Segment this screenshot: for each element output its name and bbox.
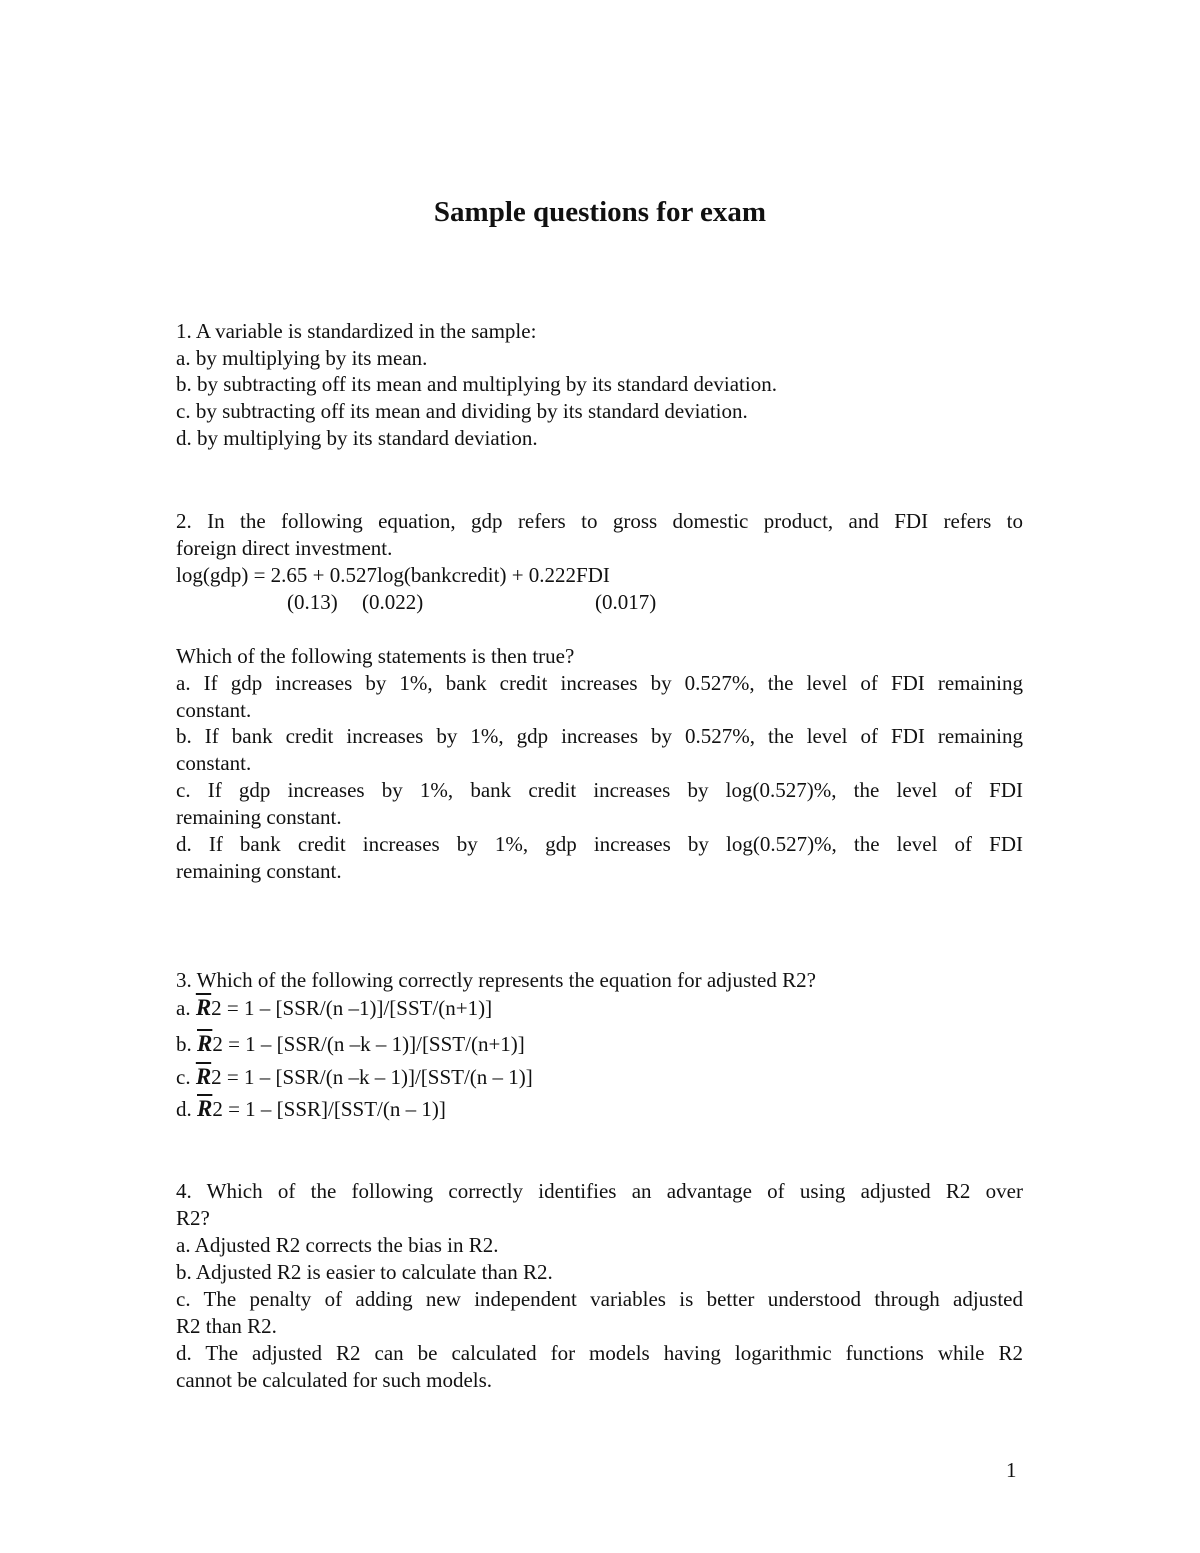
question-2-option-d-line-1: d. If bank credit increases by 1%, gdp increases by log(0.527)%, the level of FDI xyxy=(176,832,1023,856)
question-4-option-d-line-1: d. The adjusted R2 can be calculated for models having logarithmic functions while R2 xyxy=(176,1341,1023,1365)
r-bar-symbol: $\overline{R}$ xyxy=(195,995,212,1020)
question-3-stem: 3. Which of the following correctly represents the equation for adjusted R2? xyxy=(176,968,816,992)
question-4-option-c-line-1: c. The penalty of adding new independent variables is better understood through adjusted xyxy=(176,1287,1023,1311)
option-formula: 2 = 1 – [SSR/(n –k – 1)]/[SST/(n – 1)] xyxy=(211,1065,533,1089)
question-3-option-a xyxy=(176,995,492,1021)
page-number: 1 xyxy=(1006,1458,1017,1482)
question-2-option-b-line-1: b. If bank credit increases by 1%, gdp increases by 0.527%, the level of FDI remaining xyxy=(176,724,1023,748)
option-letter: b. xyxy=(176,1032,197,1056)
question-3-option-d xyxy=(176,1096,446,1122)
question-3-option-b xyxy=(176,1031,525,1057)
question-4-option-b: b. Adjusted R2 is easier to calculate than R2. xyxy=(176,1260,553,1284)
question-1-stem: 1. A variable is standardized in the sample: xyxy=(176,319,537,343)
question-2-stem-line-1: 2. In the following equation, gdp refers to gross domestic product, and FDI refers to xyxy=(176,509,1023,533)
question-4-stem-line-1: 4. Which of the following correctly identifies an advantage of using adjusted R2 over xyxy=(176,1179,1023,1203)
question-1-option-a: a. by multiplying by its mean. xyxy=(176,346,428,370)
question-2-option-a-line-1: a. If gdp increases by 1%, bank credit increases by 0.527%, the level of FDI remaining xyxy=(176,671,1023,695)
question-4-stem-line-2: R2? xyxy=(176,1206,210,1230)
r-bar-symbol: $\overline{R}$ xyxy=(195,1064,212,1089)
option-formula: 2 = 1 – [SSR/(n –k – 1)]/[SST/(n+1)] xyxy=(212,1032,525,1056)
page-title: Sample questions for exam xyxy=(433,196,767,228)
question-2-option-c-line-1: c. If gdp increases by 1%, bank credit increases by log(0.527)%, the level of FDI xyxy=(176,778,1023,802)
question-1-option-b: b. by subtracting off its mean and multiplying by its standard deviation. xyxy=(176,372,777,396)
question-2-option-c-line-2: remaining constant. xyxy=(176,805,342,829)
question-2-std-error-2: (0.022) xyxy=(362,590,424,614)
question-2-std-error-3: (0.017) xyxy=(595,590,657,614)
option-letter: a. xyxy=(176,996,196,1020)
option-formula: 2 = 1 – [SSR]/[SST/(n – 1)] xyxy=(212,1097,446,1121)
option-formula: 2 = 1 – [SSR/(n –1)]/[SST/(n+1)] xyxy=(211,996,493,1020)
r-bar-symbol: $\overline{R}$ xyxy=(197,1096,213,1121)
question-2-stem-line-2: foreign direct investment. xyxy=(176,536,393,560)
option-letter: d. xyxy=(176,1097,197,1121)
question-4-option-c-line-2: R2 than R2. xyxy=(176,1314,277,1338)
question-2-option-a-line-2: constant. xyxy=(176,698,252,722)
question-2-question: Which of the following statements is then true? xyxy=(176,644,575,668)
question-2-option-d-line-2: remaining constant. xyxy=(176,859,342,883)
question-1-option-d: d. by multiplying by its standard deviation. xyxy=(176,426,538,450)
question-4-option-d-line-2: cannot be calculated for such models. xyxy=(176,1368,493,1392)
question-2-std-error-1: (0.13) xyxy=(287,590,338,614)
question-4-option-a: a. Adjusted R2 corrects the bias in R2. xyxy=(176,1233,499,1257)
option-letter: c. xyxy=(176,1065,196,1089)
r-bar-symbol: $\overline{R}$ xyxy=(197,1031,213,1056)
question-2-equation: log(gdp) = 2.65 + 0.527log(bankcredit) + 0.222FDI xyxy=(176,563,610,587)
question-2-option-b-line-2: constant. xyxy=(176,751,252,775)
question-1-option-c: c. by subtracting off its mean and dividing by its standard deviation. xyxy=(176,399,748,423)
question-3-option-c xyxy=(176,1064,533,1090)
